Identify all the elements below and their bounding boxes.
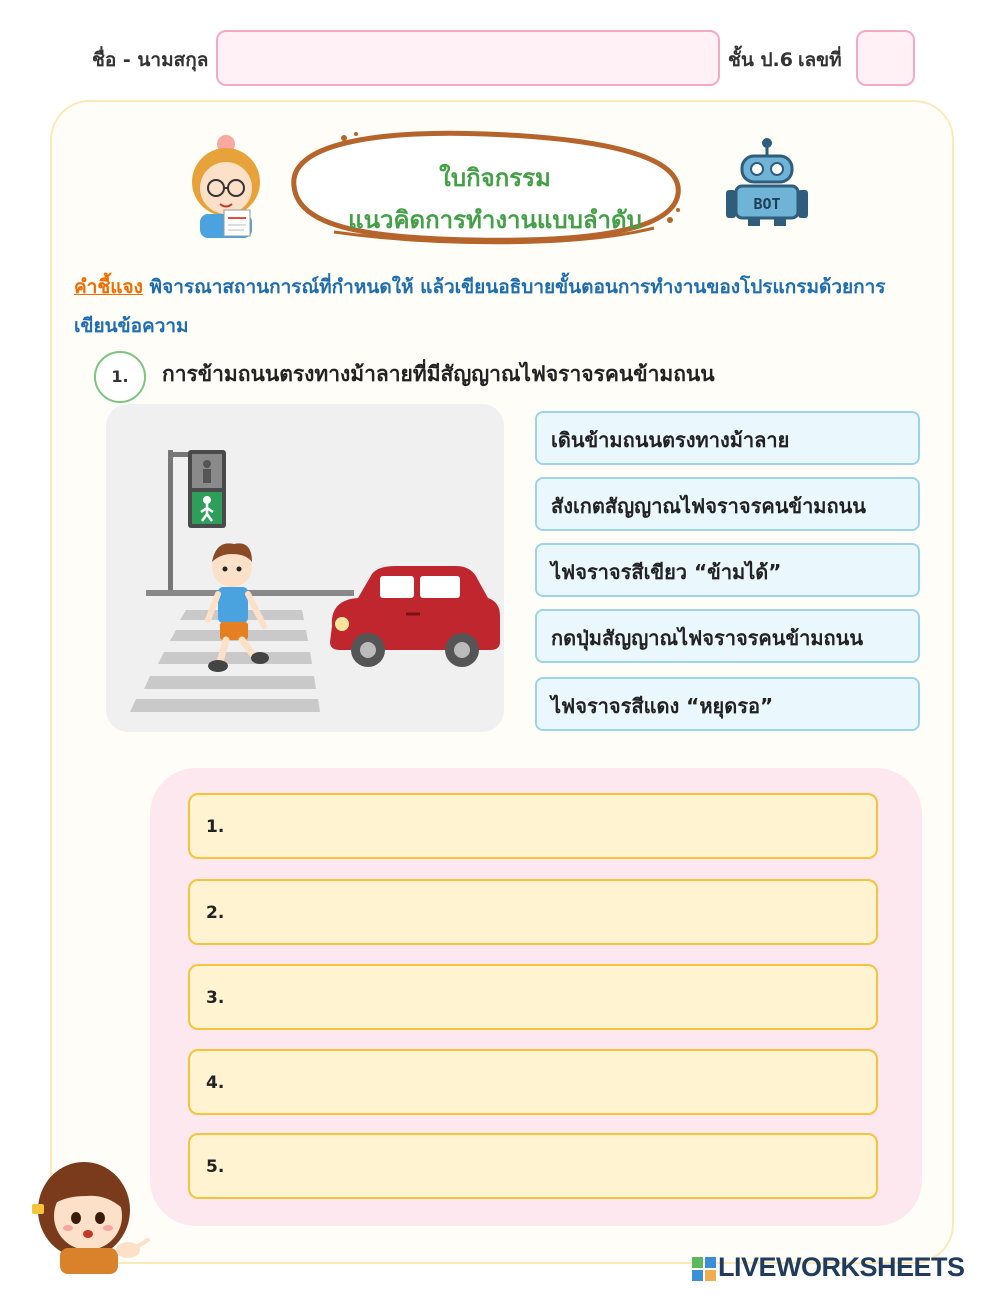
girl-mascot-icon	[26, 1156, 150, 1274]
answer-box[interactable]: 4.	[188, 1049, 878, 1115]
liveworksheets-brand[interactable]: LIVEWORKSHEETS	[718, 1252, 965, 1282]
question-text: การข้ามถนนตรงทางม้าลายที่มีสัญญาณไฟจราจรคนข้ามถนน	[162, 362, 715, 386]
answer-box[interactable]: 2.	[188, 879, 878, 945]
step-card[interactable]: ไฟจราจรสีแดง “หยุดรอ”	[535, 677, 920, 731]
number-label: เลขที่	[798, 49, 842, 71]
question-number: 1.	[94, 351, 146, 403]
title-line-2: แนวคิดการทำงานแบบลำดับ	[348, 206, 642, 234]
crosswalk-scene-icon	[106, 404, 504, 732]
title-line-1: ใบกิจกรรม	[439, 164, 551, 192]
name-input[interactable]	[216, 30, 720, 86]
robot-icon	[722, 136, 812, 228]
robot-badge: BOT	[753, 195, 781, 213]
instruction-text: พิจารณาสถานการณ์ที่กำหนดให้ แล้วเขียนอธิบายขั้นตอนการทำงานของโปรแกรมด้วยการเขียนข้อความ	[74, 276, 886, 337]
crosswalk-scene	[106, 404, 504, 732]
step-card[interactable]: เดินข้ามถนนตรงทางม้าลาย	[535, 411, 920, 465]
answer-box[interactable]: 3.	[188, 964, 878, 1030]
instruction	[74, 268, 924, 346]
girl-illustration-icon	[184, 130, 268, 238]
liveworksheets-logo-icon	[692, 1257, 716, 1281]
name-label: ชื่อ - นามสกุล	[92, 49, 209, 71]
answer-box[interactable]: 5.	[188, 1133, 878, 1199]
instruction-label: คำชี้แจง	[74, 276, 143, 298]
class-label: ชั้น ป.6	[728, 49, 793, 71]
answer-box[interactable]: 1.	[188, 793, 878, 859]
step-card[interactable]: ไฟจราจรสีเขียว “ข้ามได้”	[535, 543, 920, 597]
step-card[interactable]: สังเกตสัญญาณไฟจราจรคนข้ามถนน	[535, 477, 920, 531]
step-card[interactable]: กดปุ่มสัญญาณไฟจราจรคนข้ามถนน	[535, 609, 920, 663]
number-input[interactable]	[856, 30, 915, 86]
